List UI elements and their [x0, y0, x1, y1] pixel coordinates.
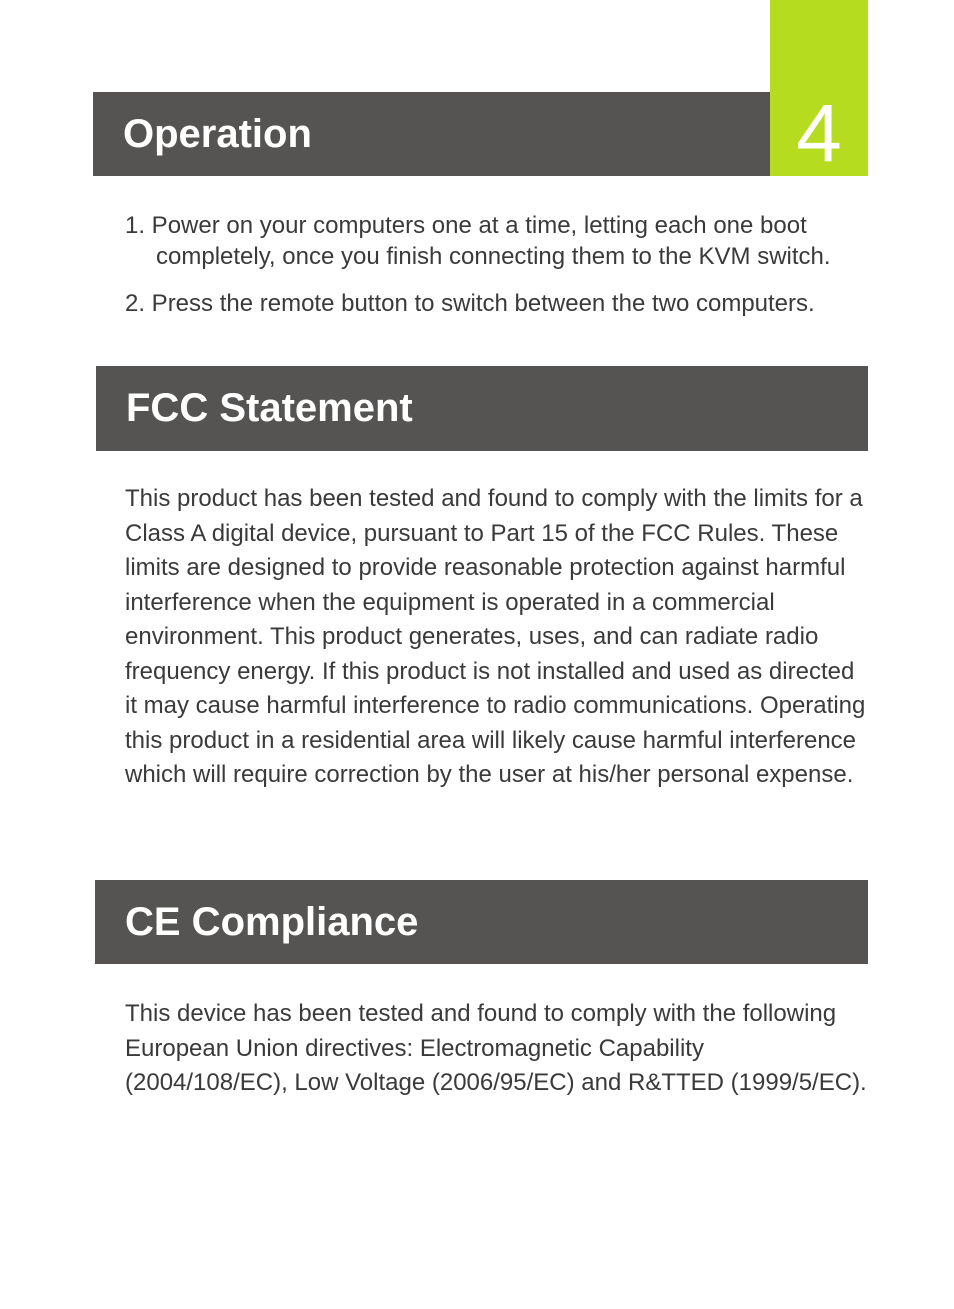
fcc-statement-body: This product has been tested and found to comply with the limits for a Class A digital device, pursuant to Part 15 of the FCC Rules. These limits are designed to provide reasonable protection against harmful interference when the equipment is operated in a commercial environment. This product generates, uses, and can radiate radio frequency energy. If this product is not installed and used as directed it may cause harmful interference to radio communications. Operating this product in a residential area will likely cause harmful interference which will require correction by the user at his/her personal expense. — [125, 485, 866, 788]
section-header-operation — [93, 92, 770, 176]
section-header-ce — [95, 880, 868, 964]
section-title-ce: CE Compliance — [125, 899, 419, 944]
section-title-operation: Operation — [123, 111, 312, 156]
ce-compliance-body: This device has been tested and found to comply with the following European Union directives: Electromagnetic Capability (2004/108/EC), Low Voltage (2006/95/EC) and R&TTED (1999/5/EC). — [125, 1000, 867, 1096]
operation-step: 2. Press the remote button to switch between the two computers. — [125, 290, 815, 317]
section-header-fcc — [96, 366, 868, 451]
operation-steps-list — [125, 210, 885, 335]
page-number-tab — [770, 0, 868, 179]
page-number: 4 — [796, 88, 842, 179]
section-title-fcc: FCC Statement — [126, 386, 413, 430]
operation-step: 1. Power on your computers one at a time, letting each one boot completely, once you finish connecting them to the KVM switch. — [125, 212, 831, 270]
